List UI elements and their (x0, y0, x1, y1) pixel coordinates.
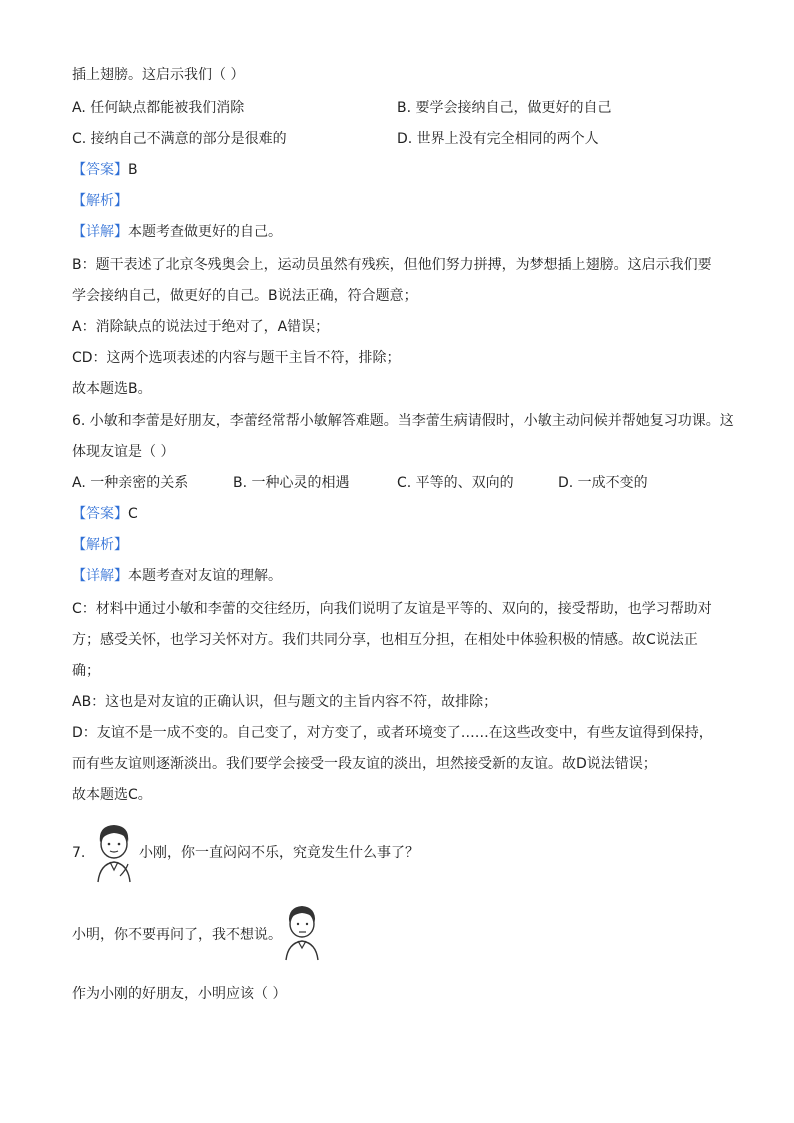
answer-label: 【答案】 (72, 162, 128, 178)
q5-line-5: 故本题选B。 (72, 381, 152, 397)
q5-option-a: A. 任何缺点都能被我们消除 (72, 100, 245, 116)
answer-value: C (128, 506, 138, 522)
q6-line-5: D：友谊不是一成不变的。自己变了，对方变了，或者环境变了……在这些改变中，有些友谊得到保持， (72, 725, 713, 741)
q5-detail (72, 222, 282, 242)
q5-option-d: D. 世界上没有完全相同的两个人 (397, 131, 599, 147)
q5-line-4: CD：这两个选项表述的内容与题干主旨不符，排除； (72, 350, 401, 366)
q6-analysis-label: 【解析】 (72, 537, 128, 553)
detail-label: 【详解】 (72, 568, 128, 584)
q6-line-1: C：材料中通过小敏和李蕾的交往经历，向我们说明了友谊是平等的、双向的，接受帮助，也学习帮助对 (72, 601, 712, 617)
q5-line-1: B：题干表述了北京冬残奥会上，运动员虽然有残疾，但他们努力拼搏，为梦想插上翅膀。这启示我们要 (72, 257, 712, 273)
q6-option-d: D. 一成不变的 (558, 475, 648, 491)
q6-stem-line-2: 体现友谊是（ ） (72, 444, 175, 460)
q6-line-3: 确； (72, 663, 100, 679)
q7-number: 7. (72, 845, 86, 861)
q6-option-c: C. 平等的、双向的 (397, 475, 514, 491)
q5-line-3: A：消除缺点的说法过于绝对了，A错误； (72, 319, 330, 335)
q5-line-2: 学会接纳自己，做更好的自己。B说法正确，符合题意； (72, 288, 418, 304)
q6-line-6: 而有些友谊则逐渐淡出。我们要学会接受一段友谊的淡出，坦然接受新的友谊。故D说法错误； (72, 756, 657, 772)
q5-analysis-label: 【解析】 (72, 193, 128, 209)
q6-detail (72, 566, 282, 586)
q5-stem-tail: 插上翅膀。这启示我们（ ） (72, 67, 245, 83)
q7-speech-1: 小刚，你一直闷闷不乐，究竟发生什么事了？ (139, 845, 419, 861)
answer-label: 【答案】 (72, 506, 128, 522)
q6-line-4: AB：这也是对友谊的正确认识，但与题文的主旨内容不符，故排除； (72, 694, 498, 710)
q6-option-a: A. 一种亲密的关系 (72, 475, 189, 491)
q7-speech-2: 小明，你不要再问了，我不想说。 (72, 927, 282, 943)
boy-xiaoming-illustration (90, 820, 138, 884)
detail-intro: 本题考查对友谊的理解。 (128, 568, 282, 584)
q6-answer (72, 504, 138, 524)
detail-intro: 本题考查做更好的自己。 (128, 224, 282, 240)
answer-value: B (128, 162, 138, 178)
q5-answer (72, 160, 138, 180)
q5-option-b: B. 要学会接纳自己，做更好的自己 (397, 100, 612, 116)
q5-option-c: C. 接纳自己不满意的部分是很难的 (72, 131, 287, 147)
detail-label: 【详解】 (72, 224, 128, 240)
boy-xiaogang-illustration (280, 902, 324, 962)
q6-stem-line-1: 6. 小敏和李蕾是好朋友，李蕾经常帮小敏解答难题。当李蕾生病请假时，小敏主动问候并帮她复习功课。这 (72, 413, 734, 429)
q6-line-7: 故本题选C。 (72, 787, 152, 803)
q6-option-b: B. 一种心灵的相遇 (233, 475, 350, 491)
q7-question: 作为小刚的好朋友，小明应该（ ） (72, 986, 287, 1002)
q6-line-2: 方；感受关怀，也学习关怀对方。我们共同分享，也相互分担，在相处中体验积极的情感。故C说法正 (72, 632, 698, 648)
